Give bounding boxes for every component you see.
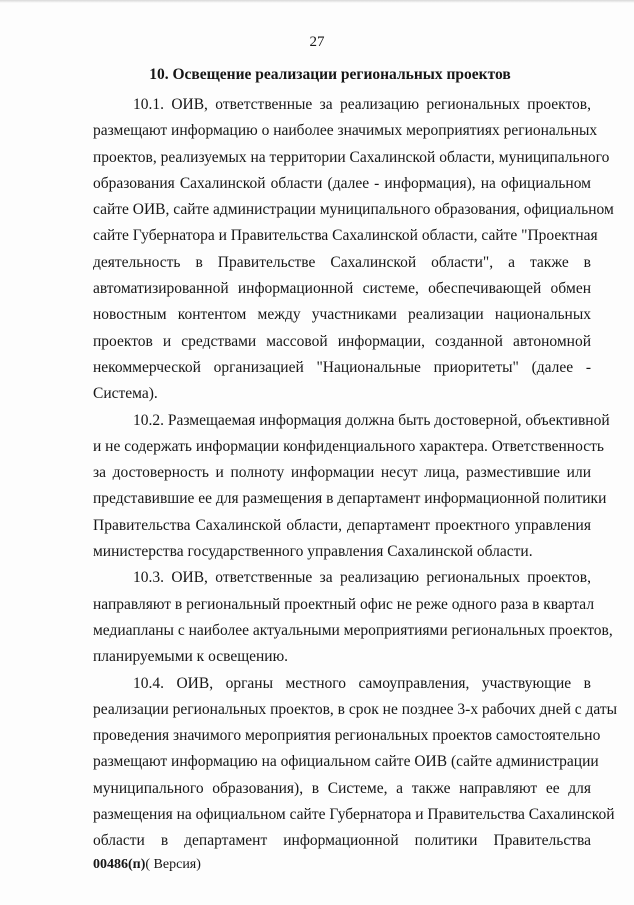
- text-line: области в департамент информационной политики Правительства: [93, 832, 591, 850]
- text-line: образования Сахалинской области (далее - информация), на официальном: [93, 174, 591, 192]
- page-top-edge: [0, 0, 634, 3]
- text-line: направляют в региональный проектный офис не реже одного раза в квартал: [93, 595, 595, 613]
- text-line: 10.3. ОИВ, ответственные за реализацию региональных проектов,: [133, 569, 591, 587]
- footer-version: ( Версия): [145, 857, 201, 872]
- text-line: муниципального образования), в Системе, а также направляют ее для: [93, 779, 591, 797]
- text-line: медиапланы с наиболее актуальными мероприятиями региональных проектов,: [93, 621, 613, 639]
- text-line: 10.1. ОИВ, ответственные за реализацию региональных проектов,: [133, 96, 591, 113]
- page-number: 27: [309, 34, 325, 50]
- text-line: проектов и средствами массовой информации, созданной автономной: [93, 332, 591, 350]
- text-line: проведения значимого мероприятия региональных проектов самостоятельно: [93, 727, 601, 745]
- text-line: 10.4. ОИВ, органы местного самоуправления, участвующие в: [133, 674, 591, 692]
- text-line: реализации региональных проектов, в срок не позднее 3-х рабочих дней с даты: [93, 700, 618, 718]
- text-line: министерства государственного управления Сахалинской области.: [93, 543, 533, 561]
- text-line: новостным контентом между участниками реализации национальных: [93, 306, 591, 324]
- text-line: 10.2. Размещаемая информация должна быть достоверной, объективной: [133, 411, 610, 429]
- text-line: сайте ОИВ, сайте администрации муниципального образования, официальном: [93, 201, 614, 219]
- body-text: [93, 92, 618, 855]
- text-line: планируемыми к освещению.: [93, 648, 289, 666]
- text-line: Система).: [93, 385, 158, 403]
- section-title: 10. Освещение реализации региональных проектов: [149, 66, 511, 83]
- text-line: некоммерческой организацией "Национальные приоритеты" (далее -: [93, 358, 591, 376]
- text-line: и не содержать информации конфиденциального характера. Ответственность: [93, 437, 604, 455]
- footer-document-code: [93, 857, 201, 873]
- text-line: размещают информацию о наиболее значимых мероприятиях региональных: [93, 122, 598, 140]
- text-line: Правительства Сахалинской области, департамент проектного управления: [93, 516, 591, 534]
- footer-code: 00486(п): [93, 857, 146, 872]
- text-line: размещения на официальном сайте Губернатора и Правительства Сахалинской: [93, 806, 615, 824]
- text-line: размещают информацию на официальном сайте ОИВ (сайте администрации: [93, 753, 599, 771]
- text-line: автоматизированной информационной системе, обеспечивающей обмен: [93, 280, 591, 298]
- text-line: представившие ее для размещения в департамент информационной политики: [93, 490, 607, 508]
- text-line: сайте Губернатора и Правительства Сахалинской области, сайте "Проектная: [93, 227, 598, 245]
- text-line: проектов, реализуемых на территории Сахалинской области, муниципального: [93, 148, 610, 166]
- text-line: за достоверность и полноту информации несут лица, разместившие или: [93, 464, 591, 482]
- text-line: деятельность в Правительстве Сахалинской области", а также в: [93, 253, 591, 271]
